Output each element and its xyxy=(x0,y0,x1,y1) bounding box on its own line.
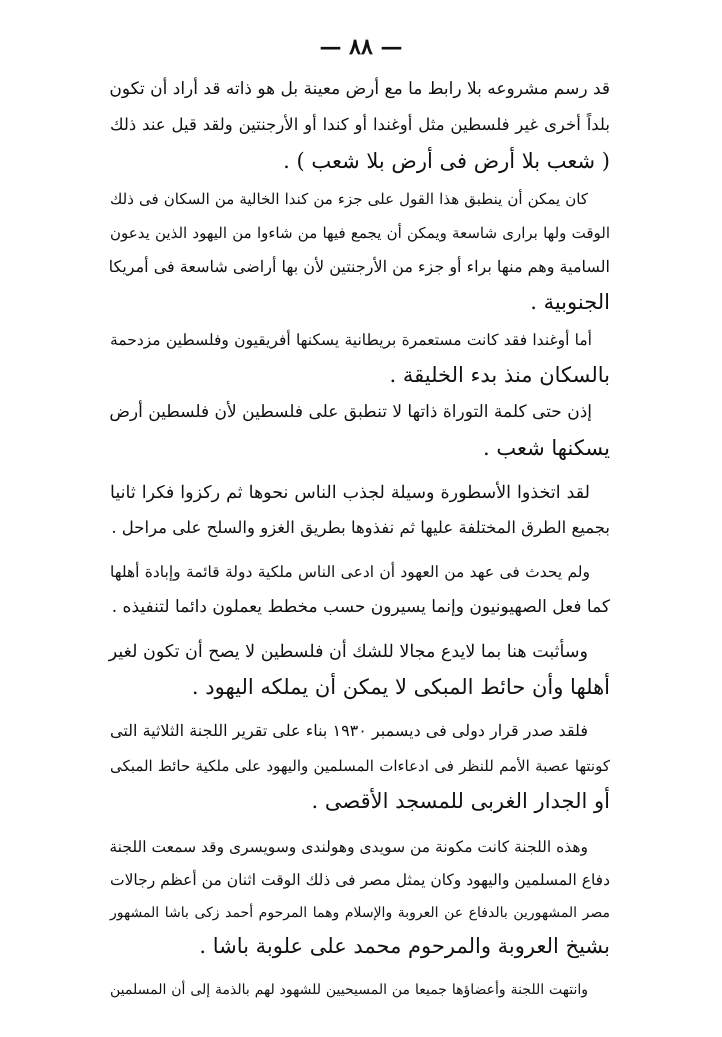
paragraph-9-line-4: بشيخ العروبة والمرحوم محمد على علوبة باشا . xyxy=(199,934,610,958)
paragraph-2-line-4: الجنوبية . xyxy=(530,290,610,314)
paragraph-1-line-2: بلداً أخرى غير فلسطين مثل أوغندا أو كندا أو الأرجنتين ولقد قيل عند ذلك xyxy=(110,115,610,134)
paragraph-7-line-1: وسأثبت هنا بما لايدع مجالا للشك أن فلسطين لا يصح أن تكون لغير xyxy=(108,642,588,662)
paragraph-9-line-2: دفاع المسلمين واليهود وكان يمثل مصر فى ذلك الوقت اثنان من أعظم رجالات xyxy=(110,871,610,889)
paragraph-1-line-1: قد رسم مشروعه بلا رابط ما مع أرض معينة بل هو ذاته قد أراد أن تكون xyxy=(109,79,610,99)
paragraph-2-line-1: كان يمكن أن ينطبق هذا القول على جزء من كندا الخالية من السكان فى ذلك xyxy=(110,190,588,208)
paragraph-4-line-2: يسكنها شعب . xyxy=(483,436,610,460)
paragraph-8-line-1: فلقد صدر قرار دولى فى ديسمبر ١٩٣٠ بناء على تقرير اللجنة الثلاثية التى xyxy=(110,721,588,740)
paragraph-5-line-1: لقد اتخذوا الأسطورة وسيلة لجذب الناس نحوها ثم ركزوا فكرا ثانيا xyxy=(110,483,590,503)
paragraph-6-line-2: كما فعل الصهيونيون وإنما يسيرون حسب مخطط يعملون دائما لتنفيذه . xyxy=(111,597,610,617)
paragraph-9-line-3: مصر المشهورين بالدفاع عن العروبة والإسلام وهما المرحوم أحمد زكى باشا المشهور xyxy=(110,905,610,921)
paragraph-8-line-3: أو الجدار الغربى للمسجد الأقصى . xyxy=(311,789,610,813)
paragraph-3-line-1: أما أوغندا فقد كانت مستعمرة بريطانية يسكنها أفريقيون وفلسطين مزدحمة xyxy=(110,331,592,349)
paragraph-3-line-2: بالسكان منذ بدء الخليقة . xyxy=(389,363,610,387)
page-number: — ٨٨ — xyxy=(319,34,403,60)
paragraph-1-line-3: ( شعب بلا أرض فى أرض بلا شعب ) . xyxy=(283,149,610,173)
paragraph-7-line-2: أهلها وأن حائط المبكى لا يمكن أن يملكه اليهود . xyxy=(191,675,610,699)
paragraph-2-line-3: السامية وهم منها براء أو جزء من الأرجنتين لأن بها أراضى شاسعة فى أمريكا xyxy=(108,257,610,276)
paragraph-4-line-1: إذن حتى كلمة التوراة ذاتها لا تنطبق على فلسطين لأن فلسطين أرض xyxy=(109,402,592,422)
paragraph-9-line-1: وهذه اللجنة كانت مكونة من سويدى وهولندى وسويسرى وقد سمعت اللجنة xyxy=(109,838,588,856)
paragraph-2-line-2: الوقت ولها برارى شاسعة ويمكن أن يجمع فيها من شاءوا من اليهود الذين يدعون xyxy=(110,224,610,242)
paragraph-10-line-1: وانتهت اللجنة وأعضاؤها جميعا من المسيحيين للشهود لهم بالذمة إلى أن المسلمين xyxy=(110,982,588,998)
paragraph-5-line-2: بجميع الطرق المختلفة عليها ثم نفذوها بطريق الغزو والسلح على مراحل . xyxy=(111,518,610,537)
paragraph-6-line-1: ولم يحدث فى عهد من العهود أن ادعى الناس ملكية دولة قائمة وإبادة أهلها xyxy=(110,563,590,581)
paragraph-8-line-2: كونتها عصبة الأمم للنظر فى ادعاءات المسلمين واليهود على ملكية حائط المبكى xyxy=(110,757,610,775)
